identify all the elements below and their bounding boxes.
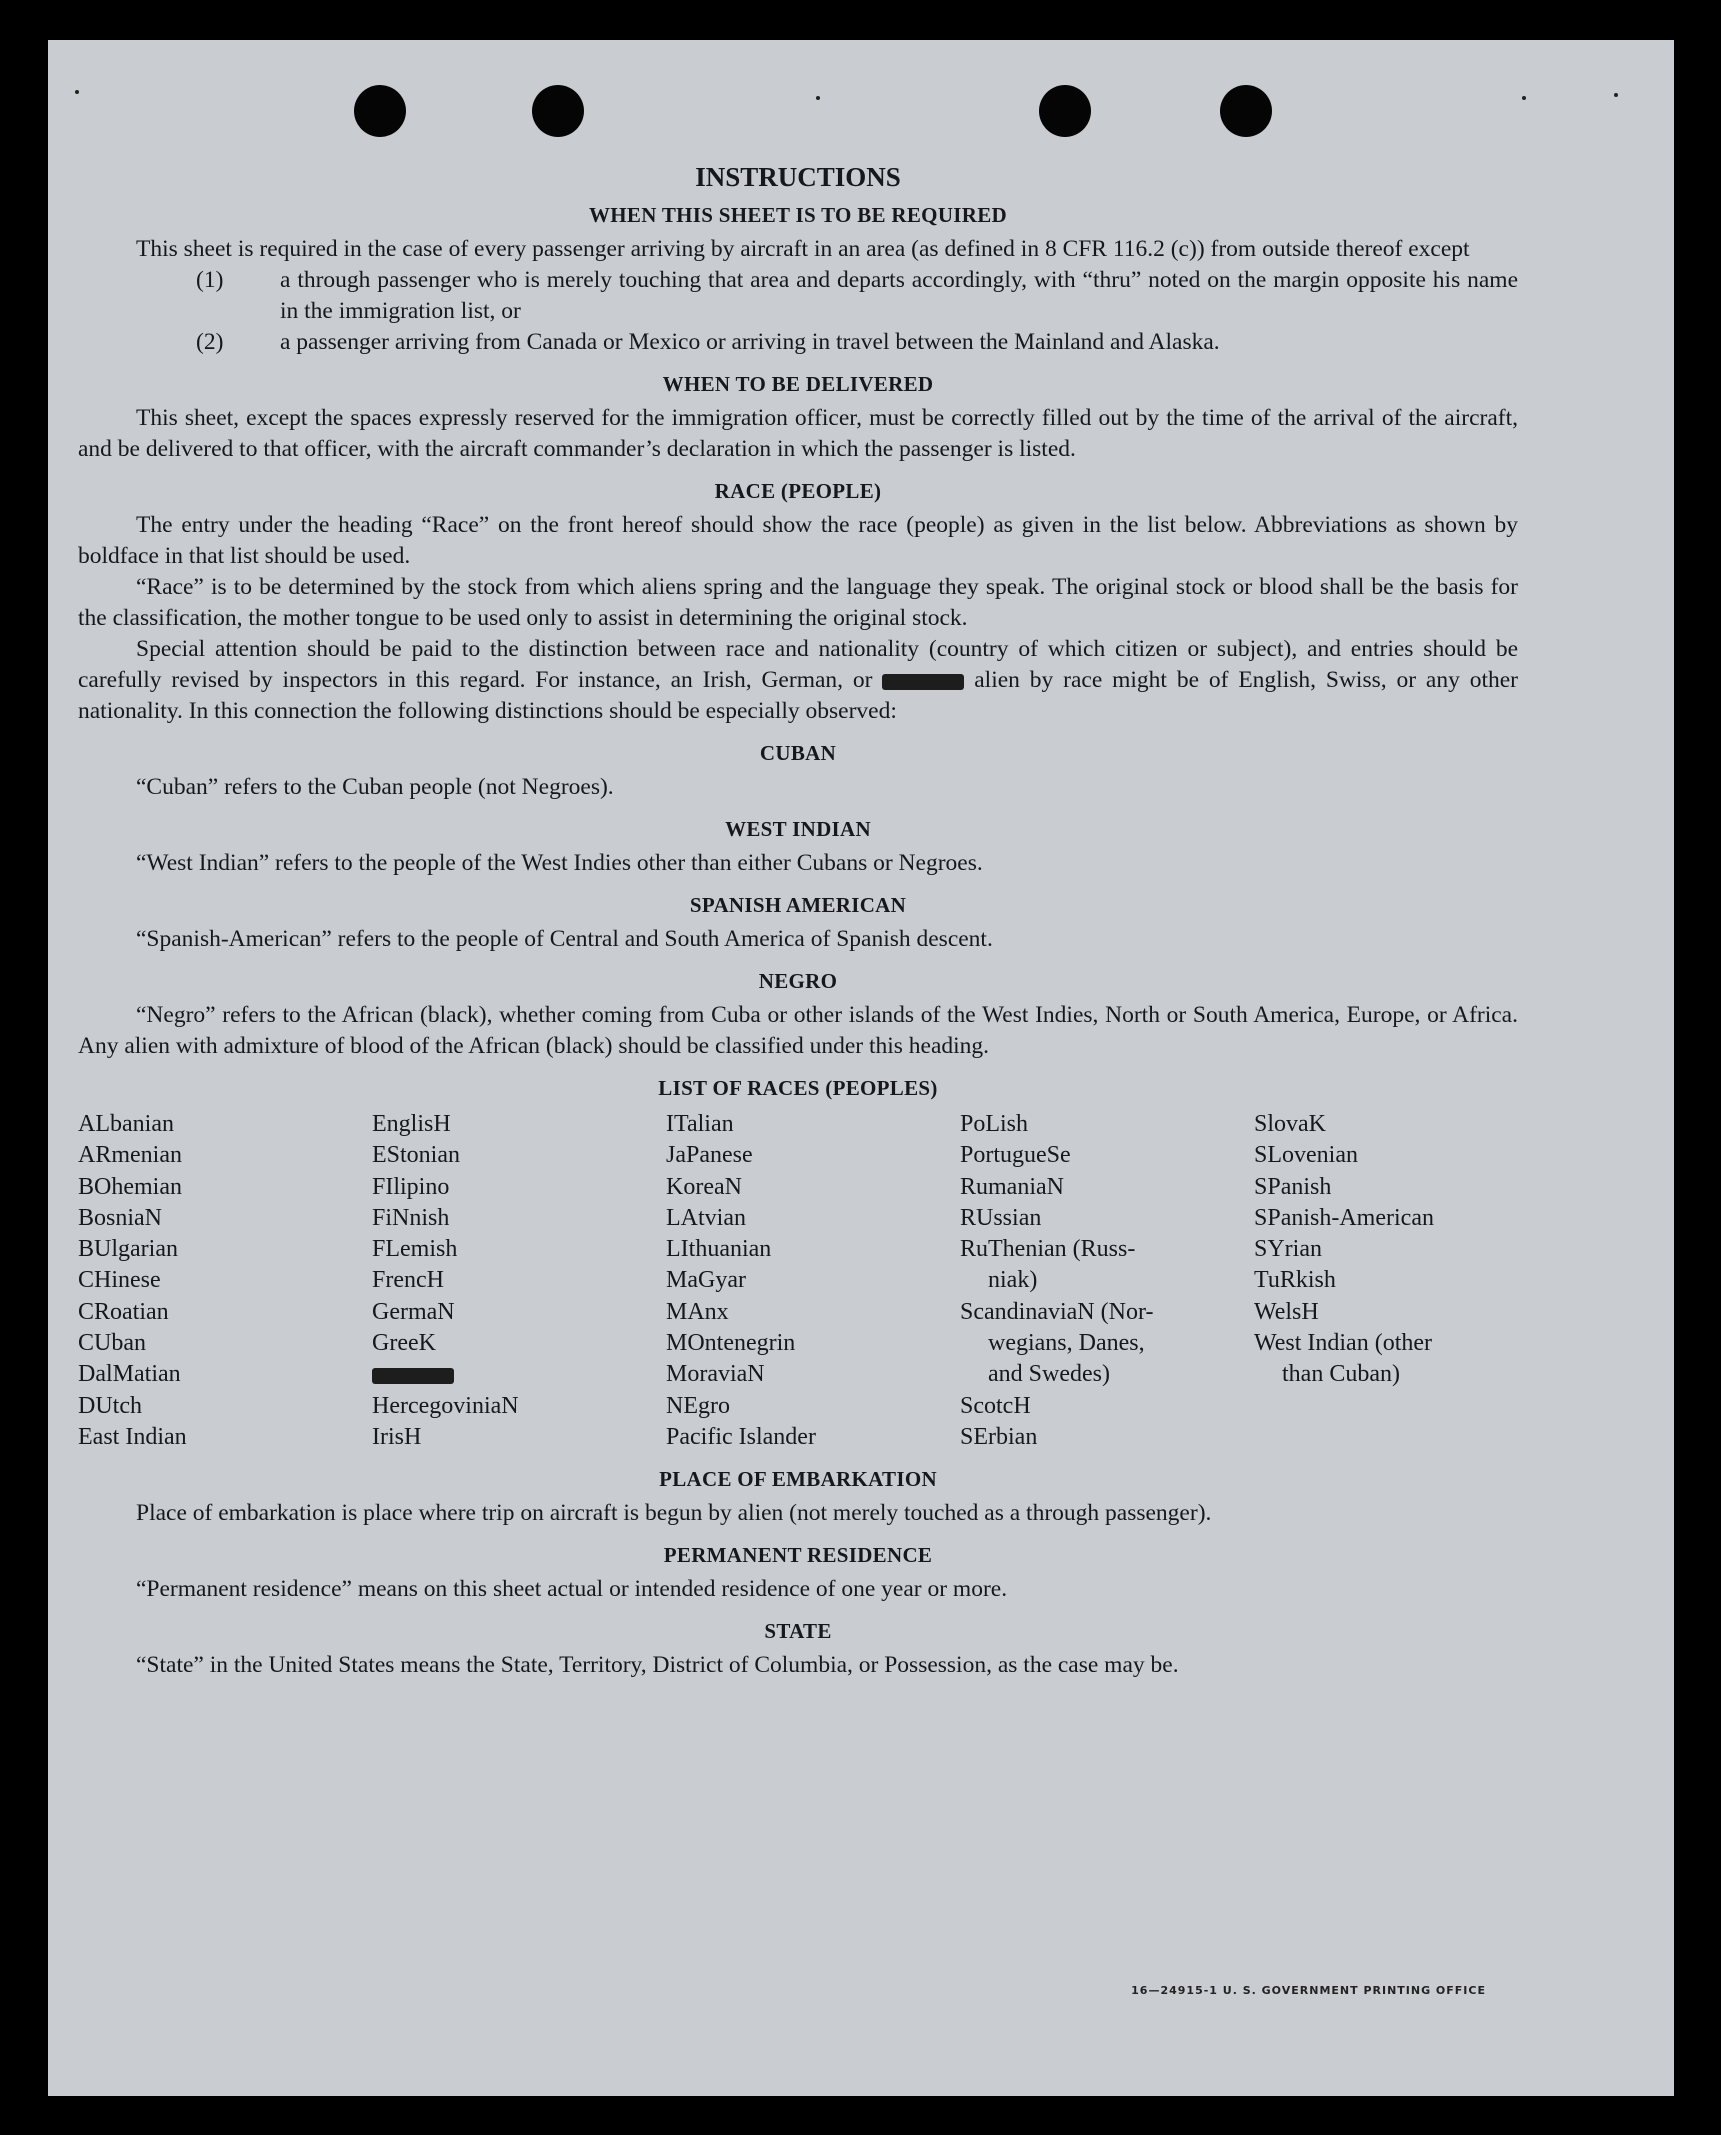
section-heading-residence: PERMANENT RESIDENCE	[663, 1543, 933, 1568]
race-item: LAtvian	[666, 1204, 746, 1231]
speck	[1522, 96, 1526, 100]
race-item: CRoatian	[78, 1298, 169, 1325]
document-page	[48, 40, 1674, 2096]
embarkation-text: Place of embarkation is place where trip on aircraft is begun by alien (not merely touched as a through passenger).	[136, 1500, 1212, 1527]
required-item-2	[78, 327, 1518, 358]
section-heading-west-indian: WEST INDIAN	[725, 817, 871, 841]
race-item: MAnx	[666, 1298, 729, 1325]
section-heading-embarkation: PLACE OF EMBARKATION	[659, 1467, 937, 1492]
required-intro: This sheet is required in the case of every passenger arriving by aircraft in an area (as defined in 8 CFR 116.2 (c)) from outside thereof except	[136, 236, 1470, 262]
punch-hole-1	[354, 85, 406, 137]
race-item: RumaniaN	[960, 1173, 1064, 1200]
race-item: GermaN	[372, 1298, 455, 1325]
delivered-text: This sheet, except the spaces expressly reserved for the immigration officer, must be correctly filled out by the time of the arrival of the aircraft, and be delivered to that officer, with the aircraft commander’s declaration in which the passenger is listed.	[78, 405, 1518, 462]
speck	[1614, 93, 1618, 97]
race-item: CUban	[78, 1330, 146, 1357]
section-heading-list-of-races: LIST OF RACES (PEOPLES)	[658, 1076, 938, 1100]
race-item: CHinese	[78, 1267, 161, 1294]
spanish-american-text: “Spanish-American” refers to the people of Central and South America of Spanish descent.	[136, 926, 993, 952]
race-item: NEgro	[666, 1392, 730, 1419]
race-item: LIthuanian	[666, 1236, 772, 1263]
race-item-continued: and Swedes)	[988, 1361, 1110, 1388]
race-item: HercegoviniaN	[372, 1392, 519, 1419]
race-item: BosniaN	[78, 1204, 162, 1231]
cuban-text: “Cuban” refers to the Cuban people (not Negroes).	[136, 774, 614, 800]
race-item: SlovaK	[1254, 1111, 1326, 1137]
negro-text: “Negro” refers to the African (black), whether coming from Cuba or other islands of the West Indies, North or South America, Europe, or Africa. Any alien with admixture of blood of the African (black) should be classified under this heading.	[78, 1002, 1518, 1059]
race-item: East Indian	[78, 1423, 187, 1450]
race-paragraph-3b: alien by race might be of English, Swiss, or any other nationality. In this connection the following distinctions should be especially observed:	[78, 667, 1519, 724]
race-item: MoraviaN	[666, 1361, 765, 1388]
race-column-2	[372, 1109, 666, 1453]
state-text: “State” in the United States means the State, Territory, District of Columbia, or Possession, as the case may be.	[136, 1652, 1179, 1679]
race-item: SPanish	[1254, 1173, 1332, 1200]
punch-hole-2	[532, 85, 584, 137]
race-item: WelsH	[1254, 1298, 1319, 1325]
redaction-mark	[372, 1368, 454, 1384]
item-number: (1)	[196, 267, 224, 293]
race-item: Pacific Islander	[666, 1423, 816, 1450]
section-heading-required: WHEN THIS SHEET IS TO BE REQUIRED	[588, 203, 1007, 227]
race-item: SErbian	[960, 1423, 1038, 1450]
race-item: RuThenian (Russ-	[960, 1236, 1136, 1263]
race-paragraph-3	[78, 634, 1518, 727]
race-item: PortugueSe	[960, 1142, 1071, 1169]
race-item: FiNnish	[372, 1204, 450, 1231]
race-item: PoLish	[960, 1111, 1029, 1137]
race-item-continued: wegians, Danes,	[988, 1330, 1145, 1357]
race-column-1	[78, 1109, 372, 1453]
race-item: EStonian	[372, 1142, 460, 1169]
race-item: TuRkish	[1254, 1267, 1336, 1294]
race-item-redacted	[372, 1359, 666, 1390]
race-item: SLovenian	[1254, 1142, 1358, 1169]
race-item: BUlgarian	[78, 1236, 178, 1263]
item-number: (2)	[196, 329, 224, 355]
race-item: JaPanese	[666, 1142, 753, 1169]
residence-text: “Permanent residence” means on this sheet actual or intended residence of one year or more.	[136, 1576, 1008, 1603]
race-item: ARmenian	[78, 1142, 182, 1169]
race-item: EnglisH	[372, 1111, 451, 1137]
section-heading-race: RACE (PEOPLE)	[714, 479, 882, 503]
redaction-mark	[882, 674, 964, 690]
section-heading-cuban: CUBAN	[759, 741, 837, 765]
race-paragraph-2: “Race” is to be determined by the stock from which aliens spring and the language they speak. The original stock or blood shall be the basis for the classification, the mother tongue to be used only to assist in determining the original stock.	[78, 574, 1518, 631]
race-paragraph-3a: Special attention should be paid to the distinction between race and nationality (country of which citizen or subject), and entries should be carefully revised by inspectors in this regard. For instance, an Irish, German, or	[78, 636, 1518, 693]
race-item: ScotcH	[960, 1392, 1031, 1419]
section-heading-state: STATE	[764, 1619, 832, 1644]
instructions-content	[78, 162, 1518, 1681]
race-item: GreeK	[372, 1330, 436, 1357]
west-indian-text: “West Indian” refers to the people of the West Indies other than either Cubans or Negroes.	[136, 850, 983, 876]
race-item: ScandinaviaN (Nor-	[960, 1298, 1154, 1325]
race-item: KoreaN	[666, 1173, 742, 1200]
race-item: ITalian	[666, 1111, 734, 1137]
section-heading-spanish-american: SPANISH AMERICAN	[689, 893, 907, 917]
speck	[75, 90, 79, 94]
item-text: a through passenger who is merely touching that area and departs accordingly, with “thru” noted on the margin opposite his name in the immigration list, or	[280, 267, 1518, 324]
race-item: SYrian	[1254, 1236, 1322, 1263]
punch-hole-4	[1220, 85, 1272, 137]
race-column-4	[960, 1109, 1254, 1453]
race-item: RUssian	[960, 1204, 1042, 1231]
section-heading-delivered: WHEN TO BE DELIVERED	[662, 372, 934, 396]
race-column-5	[1254, 1109, 1548, 1453]
race-item: DalMatian	[78, 1361, 181, 1388]
race-item: BOhemian	[78, 1173, 182, 1200]
section-heading-negro: NEGRO	[758, 969, 838, 993]
race-item: FLemish	[372, 1236, 458, 1263]
race-item-continued: niak)	[988, 1267, 1038, 1294]
race-item: ALbanian	[78, 1111, 174, 1137]
race-list	[78, 1109, 1518, 1453]
punch-hole-3	[1039, 85, 1091, 137]
speck	[816, 96, 820, 100]
race-item: West Indian (other	[1254, 1330, 1433, 1357]
race-item: DUtch	[78, 1392, 142, 1419]
race-item: FIlipino	[372, 1173, 450, 1200]
race-item: SPanish-American	[1254, 1204, 1434, 1231]
race-item: IrisH	[372, 1423, 422, 1450]
race-item: MaGyar	[666, 1267, 746, 1294]
race-paragraph-1: The entry under the heading “Race” on the front hereof should show the race (people) as given in the list below. Abbreviations as shown by boldface in that list should be used.	[78, 512, 1518, 569]
required-item-1	[78, 265, 1518, 327]
race-item: FrencH	[372, 1267, 444, 1294]
page-title: INSTRUCTIONS	[695, 162, 901, 192]
item-text: a passenger arriving from Canada or Mexico or arriving in travel between the Mainland and Alaska.	[280, 329, 1220, 355]
race-item: MOntenegrin	[666, 1330, 796, 1357]
race-item-continued: than Cuban)	[1282, 1361, 1400, 1388]
race-column-3	[666, 1109, 960, 1453]
printing-office-footer: 16—24915-1 U. S. GOVERNMENT PRINTING OFFICE	[1131, 1984, 1486, 1997]
